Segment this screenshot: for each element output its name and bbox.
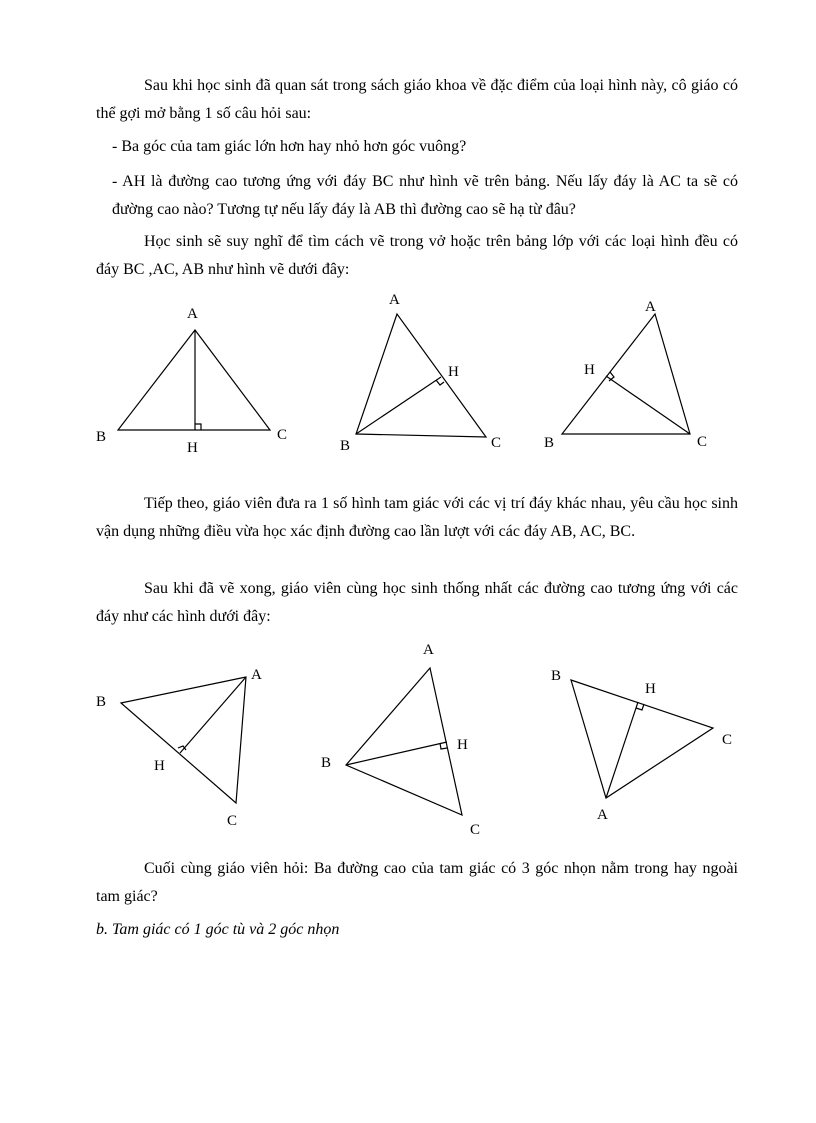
triangle-5 bbox=[321, 642, 480, 838]
paragraph-final-question: Cuối cùng giáo viên hỏi: Ba đường cao của tam giác có 3 góc nhọn nằm trong hay ngoài tam giác? bbox=[96, 860, 738, 905]
triangle-3-label-a: A bbox=[645, 299, 656, 315]
triangle-6-label-c: C bbox=[722, 732, 733, 748]
paragraph-agreement: Sau khi đã vẽ xong, giáo viên cùng học sinh thống nhất các đường cao tương ứng với các đáy như các hình dưới đây: bbox=[96, 580, 738, 625]
triangle-5-label-h: H bbox=[457, 737, 468, 753]
triangle-3-label-h: H bbox=[584, 362, 595, 378]
triangle-5-label-b: B bbox=[321, 755, 332, 771]
triangle-6-label-a: A bbox=[597, 807, 608, 823]
section-heading-b: b. Tam giác có 1 góc tù và 2 góc nhọn bbox=[96, 921, 340, 938]
triangle-4 bbox=[96, 667, 262, 829]
triangle-5-outline bbox=[346, 668, 462, 815]
triangle-4-outline bbox=[121, 677, 246, 803]
triangle-3-label-c: C bbox=[697, 434, 708, 450]
triangle-2-label-a: A bbox=[389, 292, 400, 308]
triangle-2-label-c: C bbox=[491, 435, 502, 451]
triangle-6-outline bbox=[571, 680, 713, 798]
triangle-4-label-h: H bbox=[154, 758, 165, 774]
triangle-1-label-h: H bbox=[187, 440, 198, 456]
triangle-3-label-b: B bbox=[544, 435, 555, 451]
triangle-1-label-b: B bbox=[96, 429, 107, 445]
triangle-6-label-b: B bbox=[551, 668, 562, 684]
paragraph-drawing: Học sinh sẽ suy nghĩ để tìm cách vẽ trong vở hoặc trên bảng lớp với các loại hình đều có đáy BC ,AC, AB như hình vẽ dưới đây: bbox=[96, 233, 738, 278]
paragraph-intro: Sau khi học sinh đã quan sát trong sách giáo khoa về đặc điểm của loại hình này, cô giáo có thể gợi mở bằng 1 số câu hỏi sau: bbox=[96, 77, 738, 122]
question-altitude: - AH là đường cao tương ứng với đáy BC như hình vẽ trên bảng. Nếu lấy đáy là AC ta sẽ có đường cao nào? Tương tự nếu lấy đáy là AB thì đường cao sẽ hạ từ đâu? bbox=[112, 173, 738, 218]
triangle-6 bbox=[551, 668, 732, 823]
paragraph-next-task: Tiếp theo, giáo viên đưa ra 1 số hình tam giác với các vị trí đáy khác nhau, yêu cầu học sinh vận dụng những điều vừa học xác định đường cao lần lượt với các đáy AB, AC, BC. bbox=[96, 495, 738, 540]
triangle-4-label-a: A bbox=[251, 667, 262, 683]
triangle-5-altitude bbox=[346, 742, 447, 765]
triangle-2-label-h: H bbox=[448, 364, 459, 380]
question-angles: - Ba góc của tam giác lớn hơn hay nhỏ hơn góc vuông? bbox=[112, 138, 467, 155]
triangle-4-label-c: C bbox=[227, 813, 238, 829]
triangle-6-altitude bbox=[606, 702, 638, 798]
triangle-5-label-c: C bbox=[470, 822, 481, 838]
triangle-4-label-b: B bbox=[96, 694, 107, 710]
triangle-1-label-a: A bbox=[187, 306, 198, 322]
triangle-5-label-a: A bbox=[423, 642, 434, 658]
triangle-2-label-b: B bbox=[340, 438, 351, 454]
triangle-6-label-h: H bbox=[645, 681, 656, 697]
triangle-1-label-c: C bbox=[277, 427, 288, 443]
